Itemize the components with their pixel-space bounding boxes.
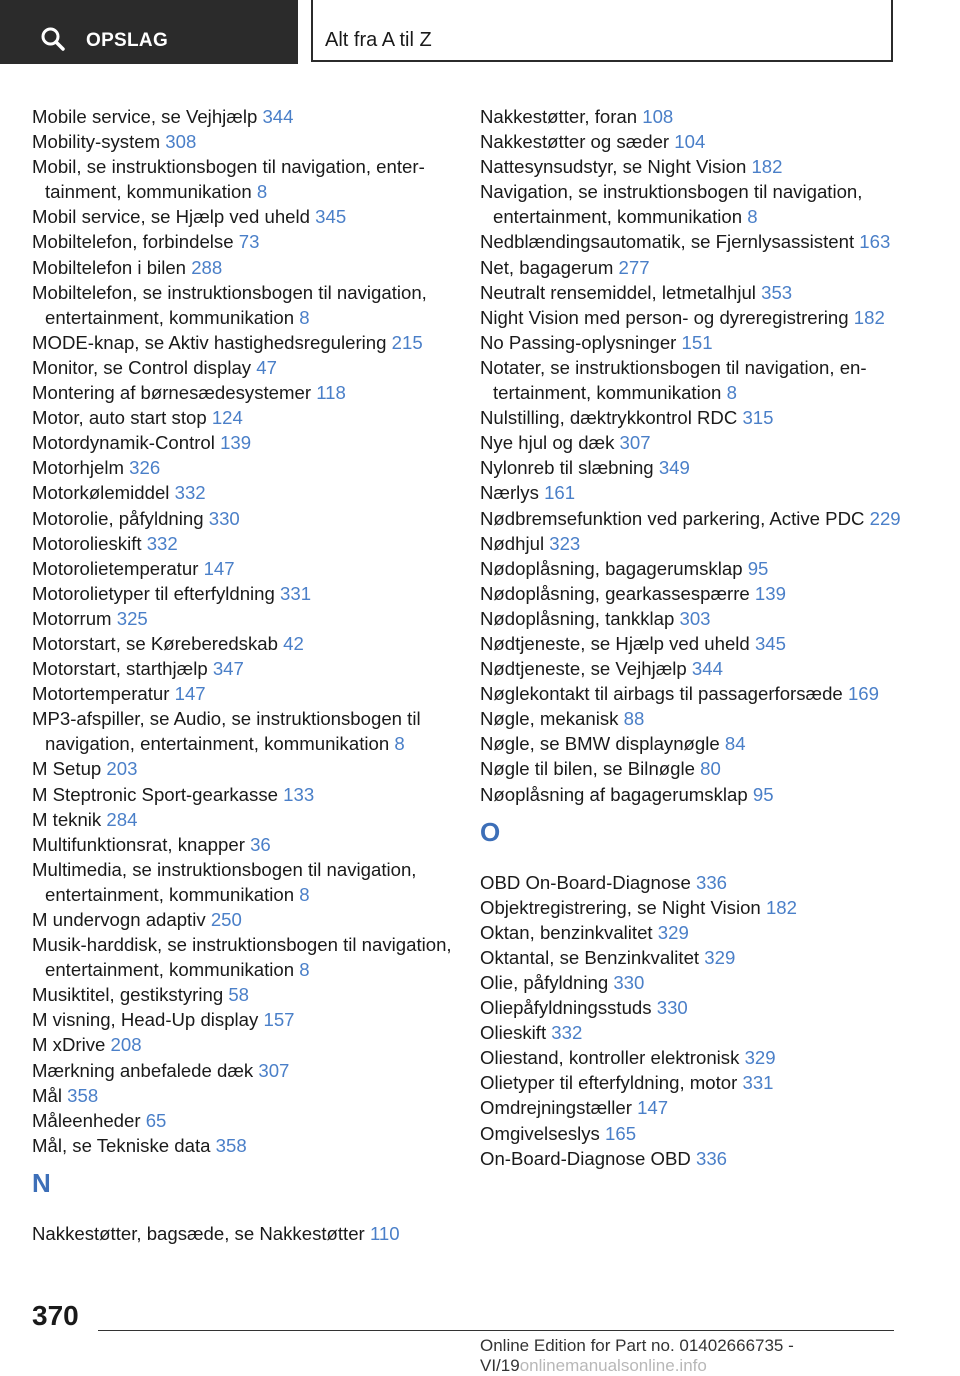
index-page-link[interactable]: 73 — [238, 231, 260, 253]
chapter-subtitle: Alt fra A til Z — [325, 29, 432, 51]
index-entry-text: Motorolieskift — [32, 532, 142, 554]
index-entry — [32, 1083, 452, 1108]
index-page-link[interactable]: 203 — [106, 758, 138, 780]
index-page-link[interactable]: 118 — [316, 382, 346, 404]
index-entry-text: Oktan, benzinkvalitet — [480, 921, 653, 943]
index-entry-text: Mål — [32, 1084, 62, 1106]
index-entry-text: Nødoplåsning, tankklap — [480, 607, 675, 629]
index-page-link[interactable]: 157 — [263, 1009, 295, 1031]
index-entry-text: Motorstart, starthjælp — [32, 658, 208, 680]
index-entry — [480, 706, 920, 731]
index-entry-text: Objektregistrering, se Night Vision — [480, 896, 761, 918]
index-page-link[interactable]: 303 — [679, 607, 711, 629]
index-entry — [32, 606, 452, 631]
index-page-link[interactable]: 161 — [544, 482, 576, 504]
index-page-link[interactable]: 284 — [106, 808, 138, 830]
index-entry-text: Mobil, se instruktionsbogen til navigation, entertainment, kommunikation — [32, 156, 425, 203]
index-entry-text: Motorkølemiddel — [32, 482, 170, 504]
search-icon — [40, 26, 66, 52]
index-entry-text: Nylonreb til slæbning — [480, 457, 654, 479]
index-entry-text: Nødoplåsning, gearkassespærre — [480, 582, 750, 604]
index-entry-text: Nakkestøtter, bagsæde, se Nakkestøtter — [32, 1222, 365, 1244]
index-entry — [480, 556, 920, 581]
index-entry-text: Olieskift — [480, 1022, 547, 1044]
index-page-link[interactable]: 8 — [299, 959, 310, 981]
index-entry — [480, 581, 920, 606]
index-page-link[interactable]: 323 — [549, 532, 581, 554]
index-entry — [32, 355, 452, 380]
index-entry-text: Motorhjelm — [32, 457, 124, 479]
index-page-link[interactable]: 182 — [751, 156, 783, 178]
index-column-left — [32, 104, 452, 1246]
index-page-link[interactable]: 208 — [110, 1034, 142, 1056]
index-entry — [32, 556, 452, 581]
index-entry — [32, 255, 452, 280]
index-entry — [480, 506, 920, 531]
index-page-link[interactable]: 344 — [691, 658, 723, 680]
index-entry — [32, 1133, 452, 1158]
index-entry — [32, 656, 452, 681]
index-page-link[interactable]: 345 — [754, 632, 786, 654]
index-page-link[interactable]: 349 — [658, 457, 690, 479]
index-page-link[interactable]: 330 — [613, 972, 645, 993]
index-page-link[interactable]: 104 — [674, 131, 706, 153]
index-entry — [32, 204, 452, 229]
section-tab[interactable] — [0, 0, 298, 64]
index-entry — [480, 355, 920, 405]
index-entry-text: Olietyper til efterfyldning, motor — [480, 1072, 738, 1094]
index-column-right — [480, 104, 920, 1171]
index-entry — [32, 229, 452, 254]
index-entry — [32, 706, 452, 756]
index-entry-text: Mobiltelefon i bilen — [32, 256, 187, 278]
index-page-link[interactable]: 58 — [228, 984, 250, 1006]
index-page-link[interactable]: 133 — [283, 783, 315, 805]
index-page-link[interactable]: 151 — [681, 331, 713, 353]
index-page-link[interactable]: 182 — [853, 306, 885, 328]
index-entry-text: Omdrejningstæller — [480, 1097, 632, 1119]
index-entry-text: Monitor, se Control display — [32, 356, 252, 378]
index-entry-text: Mål, se Tekniske data — [32, 1134, 211, 1156]
index-page-link[interactable]: 8 — [726, 382, 737, 404]
index-page-link[interactable]: 108 — [642, 106, 674, 127]
index-entry — [480, 430, 920, 455]
index-entry — [32, 857, 452, 907]
index-entry-text: Nakkestøtter og sæder — [480, 131, 670, 153]
index-page-link[interactable]: 330 — [656, 997, 688, 1019]
index-page-link[interactable]: 147 — [174, 683, 206, 705]
index-page-link[interactable]: 84 — [724, 733, 746, 755]
index-page-link[interactable]: 95 — [747, 557, 769, 579]
index-entry — [480, 305, 920, 330]
index-entry — [480, 104, 920, 129]
index-page-link[interactable]: 169 — [847, 683, 879, 705]
index-entry-text: Nøgle til bilen, se Bilnøgle — [480, 758, 695, 780]
index-entry-text: Nødtjeneste, se Vejhjælp — [480, 658, 687, 680]
index-entry-text: Måleenheder — [32, 1109, 141, 1131]
index-entry — [480, 1020, 920, 1045]
index-page-link[interactable]: 347 — [212, 658, 244, 680]
index-entry-text: Motorolietyper til efterfyldning — [32, 582, 275, 604]
index-entry — [32, 782, 452, 807]
index-page-link[interactable]: 307 — [619, 432, 651, 454]
index-entry — [32, 1221, 452, 1246]
index-entry — [32, 129, 452, 154]
index-entry-text: Multifunktionsrat, knapper — [32, 833, 245, 855]
index-entry — [480, 782, 920, 807]
index-entry — [480, 945, 920, 970]
index-entry-text: Oliepåfyldningsstuds — [480, 997, 652, 1019]
index-page-link[interactable]: 8 — [299, 306, 310, 328]
index-page-link[interactable]: 325 — [116, 607, 148, 629]
index-page-link[interactable]: 331 — [280, 582, 312, 604]
index-entry — [32, 330, 452, 355]
index-entry — [480, 455, 920, 480]
index-entry — [32, 756, 452, 781]
index-entry — [32, 581, 452, 606]
index-entry — [480, 895, 920, 920]
index-entry — [480, 330, 920, 355]
index-entry — [480, 656, 920, 681]
index-entry-text: Mobiltelefon, se instruktionsbogen til navigation, entertainment, kommunikation — [32, 281, 427, 328]
index-entry-text: Motorstart, se Køreberedskab — [32, 632, 278, 654]
index-page-link[interactable]: 329 — [657, 921, 689, 943]
index-page-link[interactable]: 344 — [262, 106, 294, 127]
index-entry-text: Nye hjul og dæk — [480, 432, 615, 454]
index-page-link[interactable]: 36 — [250, 833, 271, 855]
index-entry-text: Nødbremsefunktion ved parkering, Active PDC — [480, 507, 865, 529]
index-page-link[interactable]: 182 — [765, 896, 797, 918]
index-entry-text: M Steptronic Sport-gearkasse — [32, 783, 278, 805]
index-entry — [32, 907, 452, 932]
index-page-link[interactable]: 229 — [869, 507, 901, 529]
index-entry-text: Montering af børnesædesystemer — [32, 382, 312, 404]
index-entry-text: M undervogn adaptiv — [32, 909, 206, 930]
index-page-link[interactable]: 110 — [369, 1222, 400, 1244]
index-entry — [32, 681, 452, 706]
index-page-link[interactable]: 8 — [747, 206, 758, 228]
index-entry-text: MODE-knap, se Aktiv hastighedsregulering — [32, 331, 387, 353]
index-entry-text: Navigation, se instruktionsbogen til navigation, entertainment, kommunikation — [480, 181, 863, 228]
index-page-link[interactable]: 139 — [220, 432, 252, 454]
index-entry — [480, 920, 920, 945]
index-entry — [480, 129, 920, 154]
index-entry-text: Nøoplåsning af bagagerumsklap — [480, 783, 748, 805]
index-entry — [480, 756, 920, 781]
index-page-link[interactable]: 358 — [215, 1134, 247, 1156]
index-entry-text: On-Board-Diagnose OBD — [480, 1147, 691, 1169]
index-entry-text: Musik-harddisk, se instruktionsbogen til navigation, entertainment, kommunikation — [32, 934, 452, 981]
index-entry-text: Omgivelseslys — [480, 1122, 600, 1144]
index-entry — [32, 832, 452, 857]
index-entry — [32, 982, 452, 1007]
index-entry — [480, 531, 920, 556]
index-page-link[interactable]: 277 — [618, 256, 650, 278]
index-entry-text: Motortemperatur — [32, 683, 170, 705]
section-label: OPSLAG — [86, 30, 169, 51]
index-entry — [32, 154, 452, 204]
index-page-link[interactable]: 336 — [696, 871, 728, 893]
index-entry — [32, 631, 452, 656]
index-entry — [480, 405, 920, 430]
index-page-link[interactable]: 147 — [203, 557, 235, 579]
index-entry-text: Night Vision med person- og dyreregistrering — [480, 306, 849, 328]
index-entry — [32, 405, 452, 430]
index-page-link[interactable]: 147 — [637, 1097, 669, 1119]
index-entry-text: Nøgle, se BMW displaynøgle — [480, 733, 720, 755]
index-entry-text: Mobility-system — [32, 131, 161, 153]
index-page-link[interactable]: 65 — [145, 1109, 167, 1131]
index-entry-text: Motorolietemperatur — [32, 557, 199, 579]
index-page-link[interactable]: 307 — [258, 1059, 290, 1081]
index-page-link[interactable]: 336 — [696, 1147, 728, 1169]
index-entry — [480, 1121, 920, 1146]
index-page-link[interactable]: 42 — [283, 632, 304, 654]
index-page-link[interactable]: 358 — [67, 1084, 99, 1106]
index-page-link[interactable]: 330 — [208, 507, 240, 529]
index-entry — [32, 104, 452, 129]
index-entry — [480, 731, 920, 756]
watermark-text: onlinemanualsonline.info — [519, 1356, 707, 1375]
index-entry-text: MP3-afspiller, se Audio, se instruktionsbogen til navigation, entertainment, kommunikation — [32, 708, 421, 755]
index-entry — [480, 606, 920, 631]
index-page-link[interactable]: 315 — [742, 407, 774, 429]
index-entry — [32, 807, 452, 832]
index-page-link[interactable]: 163 — [859, 231, 891, 253]
footer-divider — [98, 1330, 894, 1331]
index-entry-text: Oliestand, kontroller elektronisk — [480, 1047, 740, 1069]
index-page-link[interactable]: 332 — [551, 1022, 583, 1044]
index-page-link[interactable]: 95 — [752, 783, 774, 805]
index-entry — [480, 1146, 920, 1171]
index-entry — [480, 255, 920, 280]
index-entry-text: Nattesynsudstyr, se Night Vision — [480, 156, 747, 178]
index-page-link[interactable]: 88 — [623, 708, 645, 730]
index-entry-text: Notater, se instruktionsbogen til navigation, entertainment, kommunikation — [480, 356, 867, 404]
index-entry — [480, 970, 920, 995]
index-entry-text: Oktantal, se Benzinkvalitet — [480, 946, 700, 968]
index-entry — [32, 380, 452, 405]
index-entry — [32, 531, 452, 556]
index-entry-text: M xDrive — [32, 1034, 106, 1056]
index-entry-text: Nakkestøtter, foran — [480, 106, 638, 127]
index-entry — [480, 631, 920, 656]
index-entry-text: Neutralt rensemiddel, letmetalhjul — [480, 281, 756, 303]
index-entry — [480, 995, 920, 1020]
index-entry — [480, 480, 920, 505]
index-entry-text: Motorolie, påfyldning — [32, 507, 204, 529]
index-entry — [480, 179, 920, 229]
page-number: 370 — [32, 1300, 79, 1331]
index-entry — [480, 870, 920, 895]
index-entry-text: OBD On-Board-Diagnose — [480, 871, 691, 893]
index-entry — [480, 229, 920, 254]
index-entry-text: Net, bagagerum — [480, 256, 614, 278]
index-entry-text: Nøgle, mekanisk — [480, 708, 619, 730]
index-entry-text: Nødhjul — [480, 532, 545, 554]
index-entry — [480, 154, 920, 179]
index-page-link[interactable]: 8 — [256, 181, 268, 203]
index-entry-text: Mobiltelefon, forbindelse — [32, 231, 234, 253]
index-entry — [480, 1095, 920, 1120]
index-page-link[interactable]: 8 — [394, 733, 405, 755]
index-entry — [32, 1007, 452, 1032]
index-page-link[interactable]: 80 — [700, 758, 721, 780]
index-entry — [480, 280, 920, 305]
footer-edition — [480, 1336, 960, 1376]
index-entry — [32, 480, 452, 505]
index-entry-text: Olie, påfyldning — [480, 972, 609, 993]
index-entry — [32, 280, 452, 330]
index-entry-text: Multimedia, se instruktionsbogen til navigation, entertainment, kommunikation — [32, 858, 417, 905]
index-entry-text: Nødoplåsning, bagagerumsklap — [480, 557, 743, 579]
index-page-link[interactable]: 124 — [211, 407, 243, 429]
index-page-link[interactable]: 139 — [754, 582, 786, 604]
index-page-link[interactable]: 250 — [210, 909, 242, 930]
index-entry-text: Nulstilling, dæktrykkontrol RDC — [480, 407, 738, 429]
index-page-link[interactable]: 331 — [742, 1072, 774, 1094]
index-page-link[interactable]: 353 — [761, 281, 793, 303]
index-page-link[interactable]: 329 — [704, 946, 736, 968]
index-entry-text: M teknik — [32, 808, 102, 830]
index-entry — [480, 1045, 920, 1070]
index-entry — [480, 681, 920, 706]
index-entry — [32, 455, 452, 480]
index-entry-text: Motorrum — [32, 607, 112, 629]
index-page-link[interactable]: 8 — [299, 883, 310, 905]
index-entry-text: Nøglekontakt til airbags til passagerforsæde — [480, 683, 843, 705]
index-entry-text: Mobile service, se Vejhjælp — [32, 106, 258, 127]
index-entry — [32, 430, 452, 455]
index-entry-text: Motor, auto start stop — [32, 407, 207, 429]
index-page-link[interactable]: 215 — [391, 331, 423, 353]
index-page-link[interactable]: 345 — [315, 206, 347, 228]
index-page-link[interactable]: 332 — [146, 532, 178, 554]
index-entry — [32, 1108, 452, 1133]
index-entry-text: Nedblændingsautomatik, se Fjernlysassistent — [480, 231, 855, 253]
index-page-link[interactable]: 165 — [605, 1122, 637, 1144]
index-page-link[interactable]: 329 — [744, 1047, 776, 1069]
index-letter-heading: O — [480, 816, 501, 847]
index-page-link[interactable]: 47 — [256, 356, 277, 378]
index-entry-text: M Setup — [32, 758, 102, 780]
index-entry — [32, 1058, 452, 1083]
index-entry-text: Musiktitel, gestikstyring — [32, 984, 224, 1006]
index-entry-text: Motordynamik-Control — [32, 432, 215, 454]
index-entry — [480, 1070, 920, 1095]
index-entry-text: M visning, Head-Up display — [32, 1009, 259, 1031]
index-page-link[interactable]: 332 — [174, 482, 206, 504]
index-entry-text: Mærkning anbefalede dæk — [32, 1059, 254, 1081]
index-entry — [32, 506, 452, 531]
index-entry — [32, 1032, 452, 1057]
index-entry-text: No Passing-oplysninger — [480, 331, 677, 353]
index-entry-text: Nødtjeneste, se Hjælp ved uheld — [480, 632, 750, 654]
index-page-link[interactable]: 288 — [191, 256, 223, 278]
index-letter-heading: N — [32, 1167, 51, 1198]
edition-text: Online Edition for Part no. 01402666735 - VI/19 — [480, 1336, 794, 1375]
index-entry — [32, 932, 452, 982]
index-page-link[interactable]: 326 — [129, 457, 161, 479]
index-page-link[interactable]: 308 — [165, 131, 197, 153]
index-entry-text: Nærlys — [480, 482, 539, 504]
index-entry-text: Mobil service, se Hjælp ved uheld — [32, 206, 310, 228]
